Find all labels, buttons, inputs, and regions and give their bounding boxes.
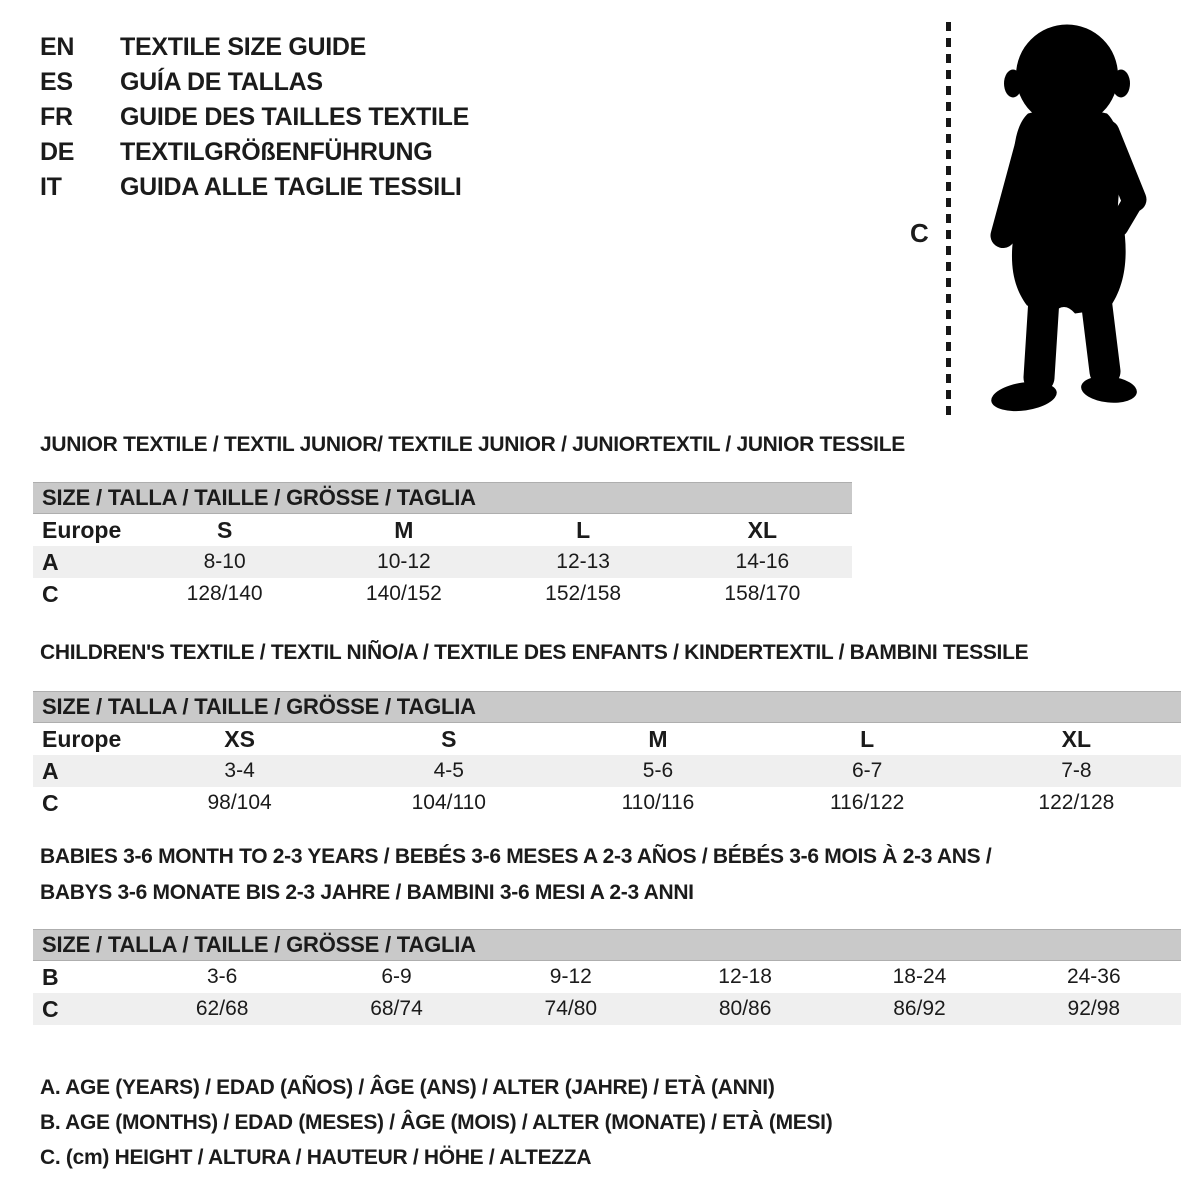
babies-size-table	[33, 961, 1181, 1025]
value-cell: 86/92	[832, 993, 1006, 1025]
value-cell: 80/86	[658, 993, 832, 1025]
children-size-table-container	[33, 691, 1181, 819]
children-height-row	[33, 787, 1181, 819]
value-cell: 116/122	[829, 791, 905, 814]
language-title-block	[40, 30, 469, 205]
size-cell: S	[441, 725, 457, 752]
value-cell: 74/80	[484, 993, 658, 1025]
value-cell: 7-8	[972, 755, 1181, 787]
language-code: FR	[40, 103, 73, 131]
size-cell: M	[394, 516, 414, 543]
babies-size-header-bar: SIZE / TALLA / TAILLE / GRÖSSE / TAGLIA	[33, 929, 1181, 961]
legend-line-a: A. AGE (YEARS) / EDAD (AÑOS) / ÂGE (ANS) / ALTER (JAHRE) / ETÀ (ANNI)	[40, 1076, 775, 1099]
language-code: IT	[40, 173, 62, 201]
language-row-en	[40, 30, 469, 65]
height-measure-dashed-line	[946, 22, 951, 416]
value-cell: 68/74	[309, 993, 483, 1025]
size-cell: S	[216, 516, 233, 543]
legend-line-c: C. (cm) HEIGHT / ALTURA / HAUTEUR / HÖHE / ALTEZZA	[40, 1146, 592, 1169]
value-cell: 12-18	[718, 965, 772, 988]
row-label: A	[33, 755, 135, 787]
value-cell: 6-7	[763, 755, 972, 787]
size-cell: XS	[224, 725, 255, 752]
guide-title-en: TEXTILE SIZE GUIDE	[120, 33, 367, 61]
baby-silhouette-icon	[968, 14, 1163, 422]
value-cell: 62/68	[135, 993, 309, 1025]
guide-title-it: GUIDA ALLE TAGLIE TESSILI	[120, 173, 462, 201]
value-cell: 110/116	[621, 791, 695, 814]
junior-size-header-bar: SIZE / TALLA / TAILLE / GRÖSSE / TAGLIA	[33, 482, 852, 514]
value-cell: 14-16	[673, 546, 852, 578]
guide-title-es: GUÍA DE TALLAS	[120, 68, 323, 96]
children-section-title: CHILDREN'S TEXTILE / TEXTIL NIÑO/A / TEXTILE DES ENFANTS / KINDERTEXTIL / BAMBINI TESSILE	[40, 641, 1029, 664]
language-row-fr	[40, 100, 469, 135]
row-label: C	[42, 580, 59, 607]
value-cell: 3-4	[135, 755, 344, 787]
size-cell: L	[576, 516, 591, 543]
junior-size-table-container	[33, 482, 852, 610]
children-size-table	[33, 723, 1181, 819]
value-cell: 9-12	[549, 965, 592, 988]
row-label: C	[42, 789, 59, 816]
measurement-legend	[40, 1070, 832, 1175]
value-cell: 104/110	[411, 791, 486, 814]
value-cell: 5-6	[553, 755, 762, 787]
language-row-de	[40, 135, 469, 170]
junior-age-row	[33, 546, 852, 578]
value-cell: 8-10	[135, 546, 314, 578]
row-label: C	[33, 993, 135, 1025]
value-cell: 122/128	[1038, 791, 1115, 814]
value-cell: 152/158	[545, 582, 622, 605]
language-row-it	[40, 170, 469, 205]
junior-sizes-row	[33, 514, 852, 546]
language-row-es	[40, 65, 469, 100]
babies-size-table-container	[33, 929, 1181, 1025]
legend-line-b: B. AGE (MONTHS) / EDAD (MESES) / ÂGE (MOIS) / ALTER (MONATE) / ETÀ (MESI)	[40, 1111, 833, 1134]
children-size-header-bar: SIZE / TALLA / TAILLE / GRÖSSE / TAGLIA	[33, 691, 1181, 723]
height-measure-figure	[900, 14, 1185, 428]
junior-section-title: JUNIOR TEXTILE / TEXTIL JUNIOR/ TEXTILE JUNIOR / JUNIORTEXTIL / JUNIOR TESSILE	[40, 433, 905, 456]
region-label: Europe	[42, 516, 122, 543]
language-code: EN	[40, 33, 75, 61]
language-code: DE	[40, 138, 75, 166]
babies-section-title-line1: BABIES 3-6 MONTH TO 2-3 YEARS / BEBÉS 3-6 MESES A 2-3 AÑOS / BÉBÉS 3-6 MOIS À 2-3 ANS /	[40, 845, 992, 868]
value-cell: 4-5	[344, 755, 553, 787]
junior-height-row	[33, 578, 852, 610]
value-cell: 24-36	[1066, 965, 1121, 988]
size-cell: L	[860, 725, 875, 752]
language-code: ES	[40, 68, 73, 96]
guide-title-de: TEXTILGRÖßENFÜHRUNG	[120, 138, 433, 166]
value-cell: 128/140	[186, 582, 263, 605]
value-cell: 12-13	[494, 546, 673, 578]
height-measure-label: C	[910, 218, 929, 248]
value-cell: 140/152	[365, 582, 442, 605]
value-cell: 92/98	[1007, 993, 1181, 1025]
size-cell: XL	[747, 516, 778, 543]
children-age-row	[33, 755, 1181, 787]
row-label: B	[42, 963, 59, 990]
junior-size-table	[33, 514, 852, 610]
size-cell: XL	[1061, 725, 1092, 752]
value-cell: 3-6	[206, 965, 238, 988]
babies-height-row	[33, 993, 1181, 1025]
region-label: Europe	[42, 725, 122, 752]
size-cell: M	[648, 725, 668, 752]
value-cell: 18-24	[892, 965, 947, 988]
babies-months-row	[33, 961, 1181, 993]
row-label: A	[33, 546, 135, 578]
babies-section-title-line2: BABYS 3-6 MONATE BIS 2-3 JAHRE / BAMBINI 3-6 MESI A 2-3 ANNI	[40, 881, 694, 904]
value-cell: 98/104	[207, 791, 272, 814]
guide-title-fr: GUIDE DES TAILLES TEXTILE	[120, 103, 470, 131]
value-cell: 158/170	[724, 582, 801, 605]
value-cell: 6-9	[381, 965, 412, 988]
children-sizes-row	[33, 723, 1181, 755]
value-cell: 10-12	[314, 546, 493, 578]
